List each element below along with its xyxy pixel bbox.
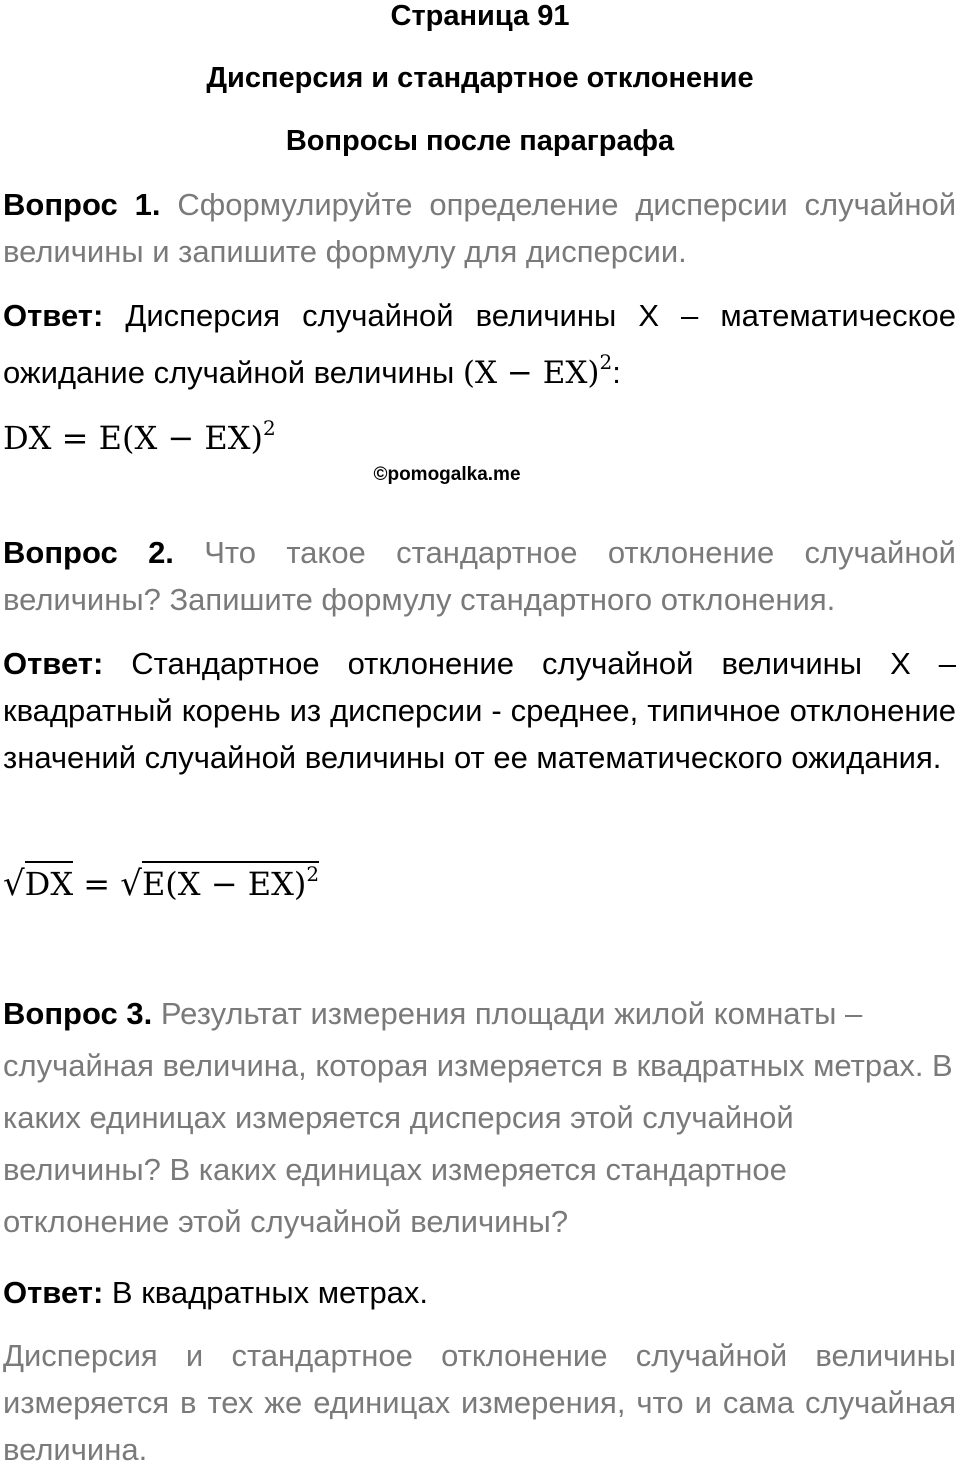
answer-1-text: Дисперсия случайной величины X – математическое ожидание случайной величины bbox=[3, 298, 956, 390]
section-title: Вопросы после параграфа bbox=[285, 125, 675, 157]
page-number-title: Страница 91 bbox=[390, 0, 570, 32]
answer-3 bbox=[3, 1269, 956, 1316]
sqrt-left bbox=[3, 862, 73, 906]
question-1-label: Вопрос 1. bbox=[3, 187, 161, 222]
question-3-label: Вопрос 3. bbox=[3, 996, 153, 1031]
topic-title: Дисперсия и стандартное отклонение bbox=[206, 62, 754, 94]
answer-2-text: Стандартное отклонение случайной величины X – квадратный корень из дисперсии - среднее, типичное отклонение значений случайной величины от ее математического ожидания. bbox=[3, 646, 956, 775]
question-3-text: Результат измерения площади жилой комнаты – случайная величина, которая измеряется в квадратных метрах. В каких единицах измеряется дисперсия этой случайной величины? В каких единицах измеряется стандартное отклонение этой случайной величины? bbox=[3, 996, 953, 1239]
std-formula-left: DX bbox=[25, 861, 73, 903]
sqrt-left-icon: √ bbox=[3, 864, 25, 904]
question-1 bbox=[3, 181, 956, 275]
std-formula bbox=[3, 852, 319, 906]
question-3 bbox=[3, 988, 956, 1248]
sqrt-right bbox=[120, 852, 319, 906]
watermark: ©pomogalka.me bbox=[373, 464, 521, 485]
question-2-label: Вопрос 2. bbox=[3, 535, 174, 570]
answer-2 bbox=[3, 640, 956, 781]
answer-3-note: Дисперсия и стандартное отклонение случайной величины измеряется в тех же единицах измерения, что и сама случайная величина. bbox=[3, 1338, 956, 1467]
variance-formula-body: DX = E(X − EX) bbox=[3, 419, 263, 457]
answer-1-label: Ответ: bbox=[3, 298, 104, 333]
question-2 bbox=[3, 529, 956, 623]
answer-2-label: Ответ: bbox=[3, 646, 104, 681]
answer-3-text: В квадратных метрах. bbox=[111, 1275, 429, 1310]
answer-1-math: (X − EX) bbox=[462, 355, 600, 391]
sqrt-right-icon: √ bbox=[120, 864, 142, 904]
answer-1-colon: : bbox=[612, 355, 621, 390]
answer-1-exponent: 2 bbox=[599, 350, 613, 374]
variance-formula bbox=[3, 406, 276, 460]
variance-formula-exponent: 2 bbox=[263, 416, 276, 440]
answer-3-label: Ответ: bbox=[3, 1275, 104, 1310]
std-formula-right: E(X − EX) bbox=[141, 865, 307, 903]
std-formula-exponent: 2 bbox=[306, 862, 320, 886]
question-1-text: Сформулируйте определение дисперсии случайной величины и запишите формулу для дисперсии. bbox=[3, 187, 957, 269]
question-2-text: Что такое стандартное отклонение случайной величины? Запишите формулу стандартного отклонения. bbox=[3, 535, 956, 617]
std-formula-equals: = bbox=[83, 865, 111, 903]
answer-1 bbox=[3, 292, 956, 397]
